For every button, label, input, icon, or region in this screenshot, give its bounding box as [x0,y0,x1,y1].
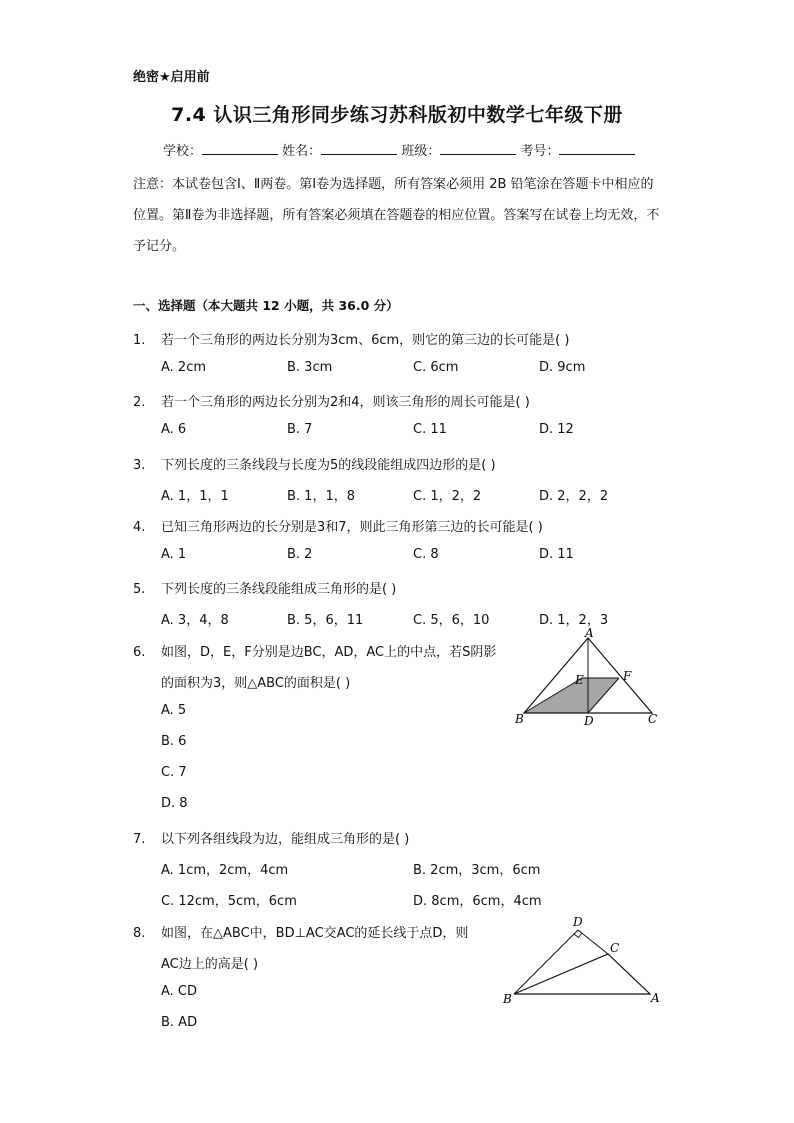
question-7: 7. 以下列各组线段为边，能组成三角形的是( ) [133,832,410,847]
q6-option-c: C. 7 [161,765,187,780]
label-d: D [573,915,583,929]
label-e: E [575,673,584,687]
q7-option-a: A. 1cm，2cm，4cm [161,863,289,878]
student-info-line [163,140,635,159]
q2-option-a: A. 6 [161,422,187,437]
notice-text: 注意：本试卷包含Ⅰ、Ⅱ两卷。第Ⅰ卷为选择题，所有答案必须用 2B 铅笔涂在答题卡中相应的位置。第Ⅱ卷为非选择题，所有答案必须填在答题卷的相应位置。答案写在试卷上均无效，不予记分。 [133,177,660,254]
q6-option-d: D. 8 [161,796,188,811]
extension-cd [578,930,608,954]
q7-option-d: D. 8cm，6cm，4cm [413,894,542,909]
label-b: B [515,712,524,726]
q3-option-c: C. 1，2，2 [413,489,482,504]
question-2: 2. 若一个三角形的两边长分别为2和4，则该三角形的周长可能是( ) [133,395,530,410]
triangle-figure-q8 [500,910,665,1010]
question-6-line-2: 的面积为3，则△ABC的面积是( ) [161,676,351,691]
label-b: B [503,992,512,1006]
q2-option-d: D. 12 [539,422,574,437]
label-a: A [651,991,660,1005]
exam-no-blank [559,142,635,155]
q8-option-b: B. AD [161,1015,198,1030]
name-blank [321,142,397,155]
q5-option-a: A. 3，4，8 [161,613,229,628]
q3-option-d: D. 2，2，2 [539,489,609,504]
question-8-line-2: AC边上的高是( ) [161,957,259,972]
q5-option-d: D. 1，2，3 [539,613,609,628]
q7-option-c: C. 12cm，5cm，6cm [161,894,297,909]
question-8: 8. 如图，在△ABC中，BD⊥AC交AC的延长线于点D，则 [133,926,469,941]
school-label: 学校： [163,144,203,159]
q3-option-a: A. 1，1，1 [161,489,229,504]
q1-option-b: B. 3cm [287,360,333,375]
question-3: 3. 下列长度的三条线段与长度为5的线段能组成四边形的是( ) [133,458,496,473]
exam-no-label: 考号： [520,144,560,159]
class-blank [440,142,516,155]
altitude-bd [514,930,578,994]
school-blank [202,142,278,155]
class-label: 班级： [401,144,441,159]
q4-option-c: C. 8 [413,547,439,562]
q1-option-c: C. 6cm [413,360,459,375]
label-f: F [623,669,632,683]
q5-option-c: C. 5，6，10 [413,613,490,628]
name-label: 姓名： [282,144,322,159]
secret-label: 绝密★启用前 [133,70,210,85]
question-4: 4. 已知三角形两边的长分别是3和7，则此三角形第三边的长可能是( ) [133,520,543,535]
q4-option-a: A. 1 [161,547,187,562]
triangle-figure-q6 [515,628,665,728]
q3-option-b: B. 1，1，8 [287,489,355,504]
q4-option-d: D. 11 [539,547,574,562]
label-c: C [610,941,620,955]
label-a: A [585,628,594,640]
q5-option-b: B. 5，6，11 [287,613,364,628]
q6-option-a: A. 5 [161,703,187,718]
q1-option-d: D. 9cm [539,360,586,375]
q2-option-b: B. 7 [287,422,313,437]
q8-option-a: A. CD [161,984,198,999]
label-d: D [584,714,594,728]
q7-option-b: B. 2cm，3cm，6cm [413,863,541,878]
section-title: 一、选择题（本大题共 12 小题，共 36.0 分） [133,298,399,313]
right-angle-mark [574,933,582,938]
question-5: 5. 下列长度的三条线段能组成三角形的是( ) [133,582,397,597]
question-1: 1. 若一个三角形的两边长分别为3cm、6cm，则它的第三边的长可能是( ) [133,333,570,348]
q2-option-c: C. 11 [413,422,447,437]
q4-option-b: B. 2 [287,547,313,562]
q1-option-a: A. 2cm [161,360,207,375]
q6-option-b: B. 6 [161,734,187,749]
page-title: 7.4 认识三角形同步练习苏科版初中数学七年级下册 [171,104,623,126]
label-c: C [648,712,658,726]
question-6: 6. 如图，D，E，F分别是边BC，AD，AC上的中点，若S阴影 [133,645,497,660]
